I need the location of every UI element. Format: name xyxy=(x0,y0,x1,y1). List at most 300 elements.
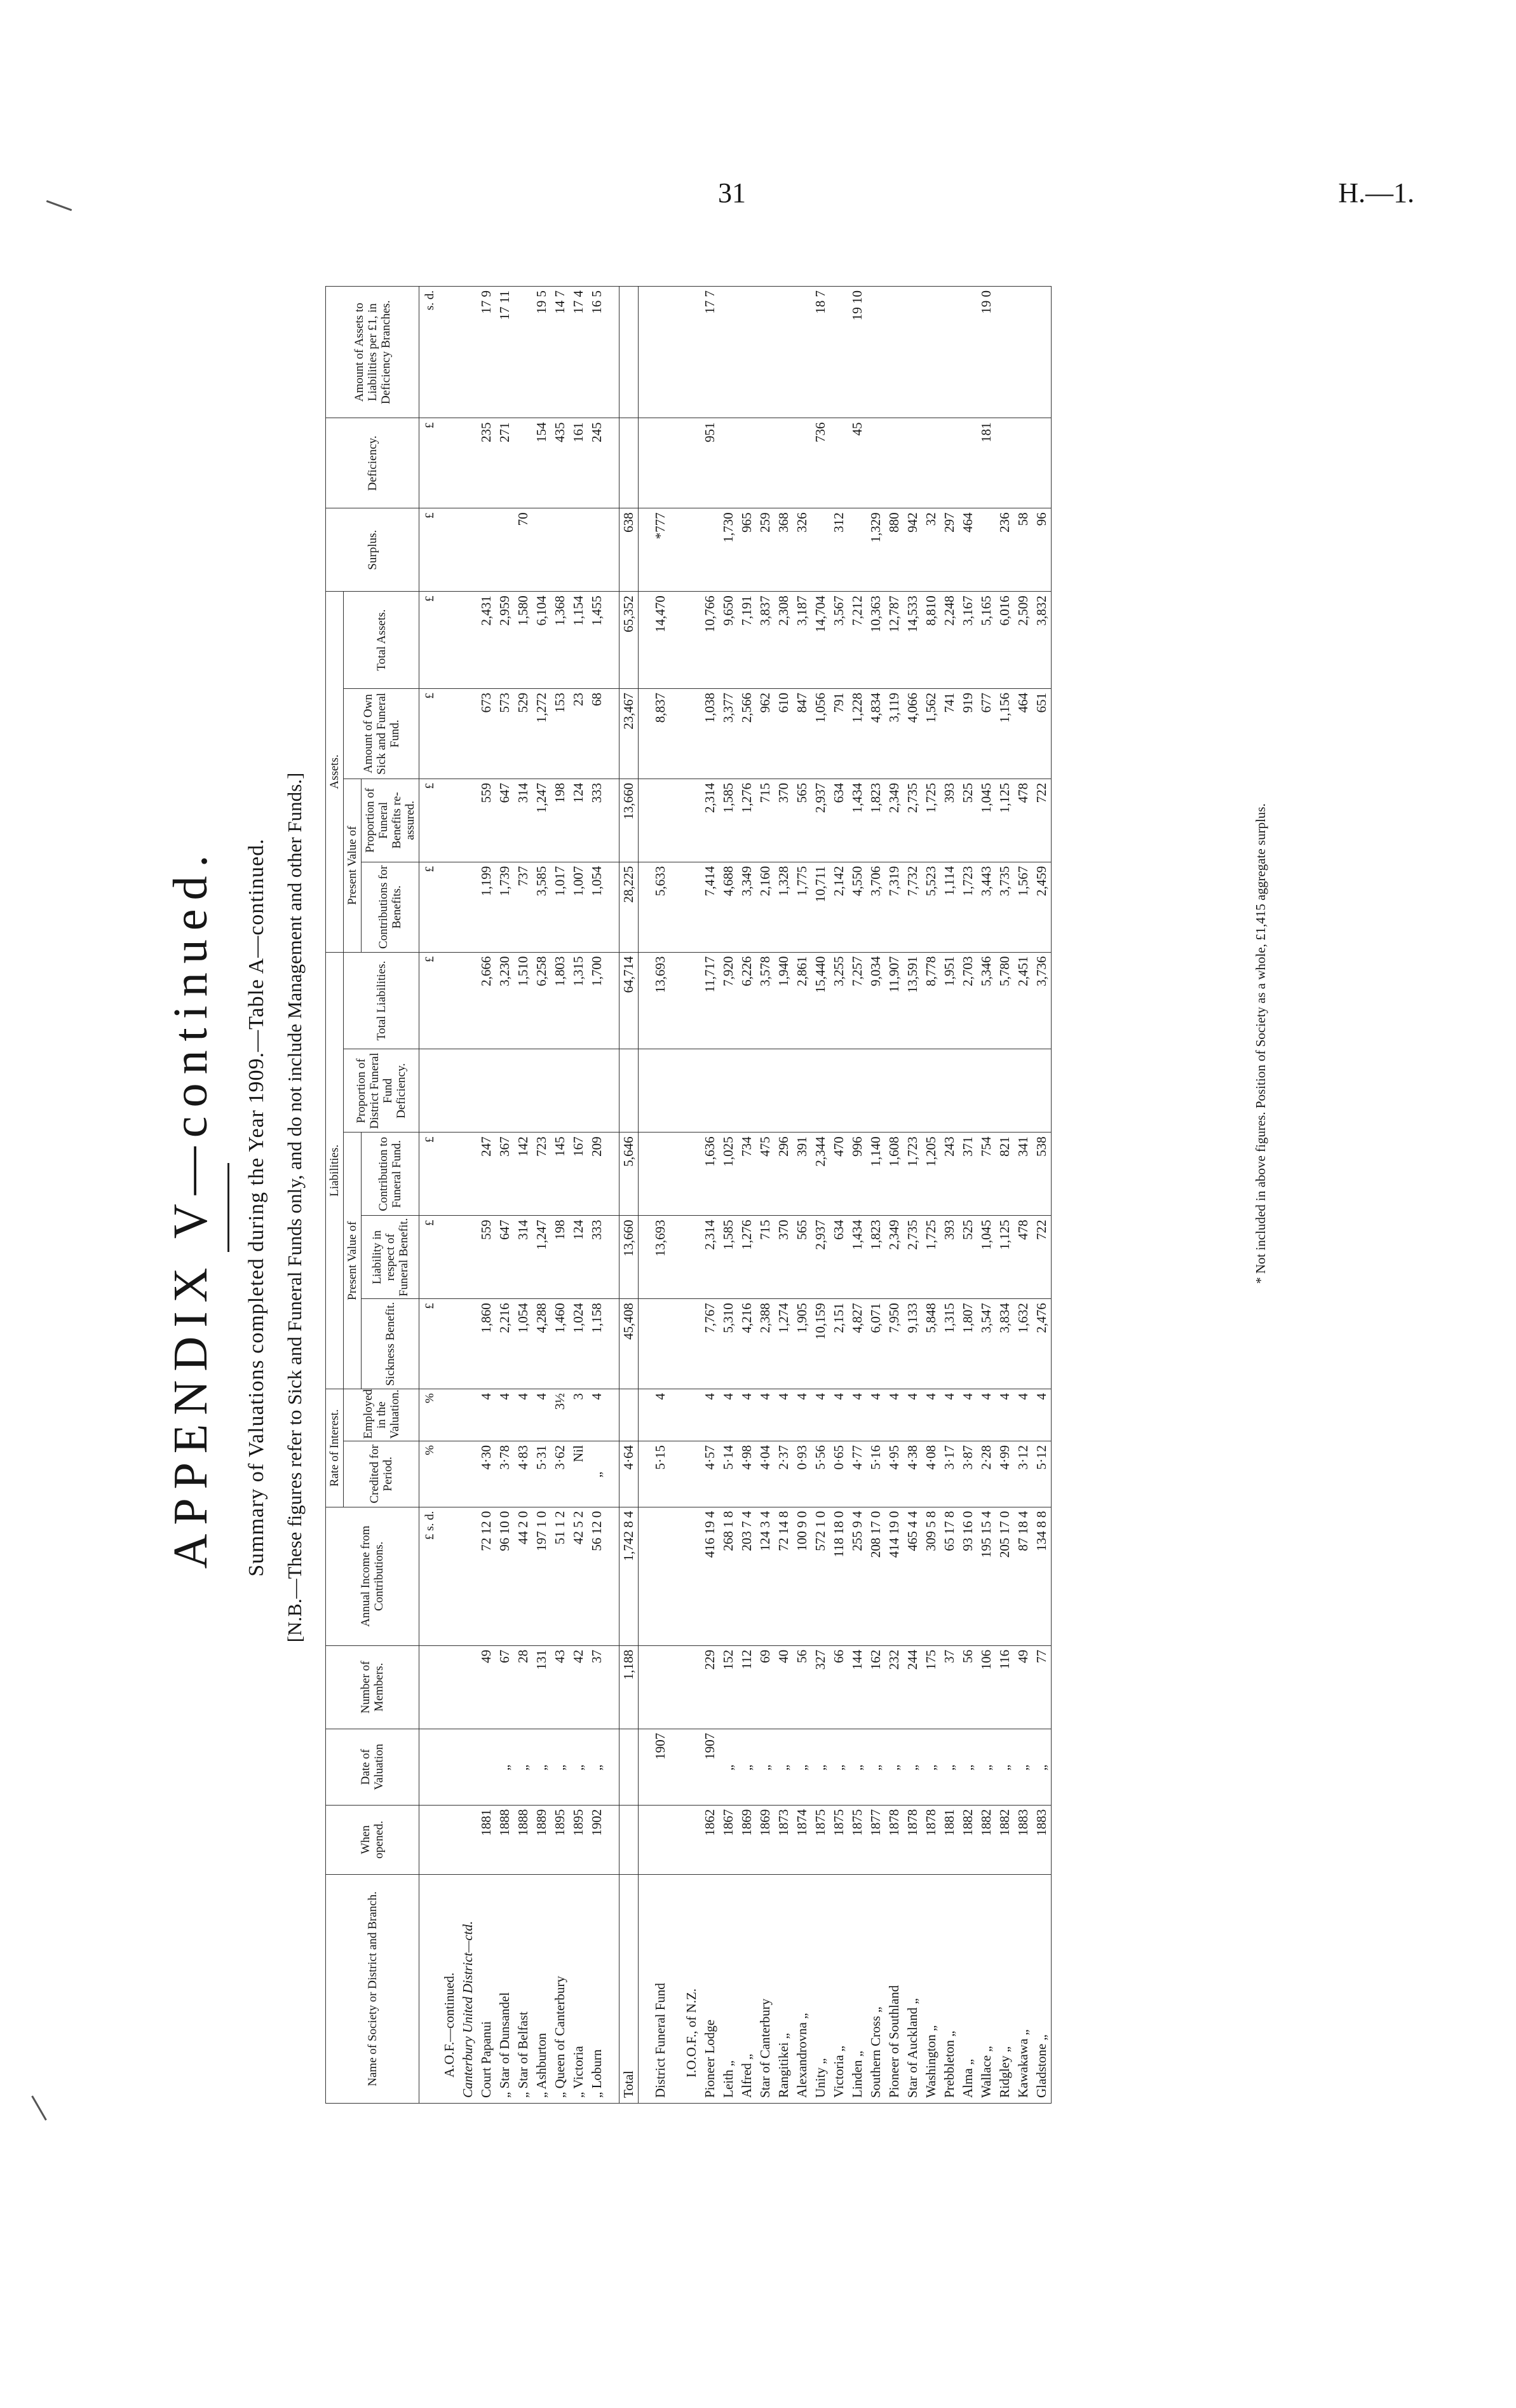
table-cell: 741 xyxy=(940,689,959,779)
table-cell: 14 7 xyxy=(551,287,569,418)
table-cell xyxy=(651,1805,670,1874)
table-cell: 72 12 0 xyxy=(477,1507,496,1645)
table-cell xyxy=(619,1049,639,1133)
table-cell: 5·31 xyxy=(532,1441,551,1507)
table-cell: 1,585 xyxy=(719,779,738,862)
table-cell: 368 xyxy=(775,508,793,592)
table-cell: 244 xyxy=(904,1645,922,1729)
table-cell: 5,780 xyxy=(996,952,1014,1049)
table-cell xyxy=(885,287,904,418)
table-cell: 1875 xyxy=(830,1805,848,1874)
total-row xyxy=(619,287,639,2104)
table-cell: „ xyxy=(904,1729,922,1805)
table-cell: 56 12 0 xyxy=(588,1507,606,1645)
table-cell: 10,766 xyxy=(701,592,719,689)
table-cell: 7,319 xyxy=(885,862,904,952)
title-rule xyxy=(227,1163,229,1252)
summary-title: Summary of Valuations completed during the Year 1909.—Table A—continued. xyxy=(245,838,268,1577)
table-cell: 647 xyxy=(496,1216,514,1299)
table-cell: 6,016 xyxy=(996,592,1014,689)
table-cell: 67 xyxy=(496,1645,514,1729)
table-cell: 736 xyxy=(811,418,830,508)
header-surplus: Surplus. xyxy=(326,508,419,592)
table-cell: 3,187 xyxy=(793,592,811,689)
table-cell: 573 xyxy=(496,689,514,779)
table-cell: „ xyxy=(588,1441,606,1507)
section-heading: A.O.F.—continued. xyxy=(440,1874,459,2103)
table-cell: 4,066 xyxy=(904,689,922,779)
table-cell xyxy=(619,287,639,418)
table-cell: 124 xyxy=(569,779,588,862)
header-annual-income: Annual Income from Contributions. xyxy=(326,1507,419,1645)
table-cell: 28 xyxy=(514,1645,532,1729)
header-employed: Employed in the Valuation. xyxy=(344,1389,419,1441)
row-name-cell: „ Star of Belfast xyxy=(514,1874,532,2103)
table-cell xyxy=(701,1049,719,1133)
table-cell: 7,212 xyxy=(848,592,867,689)
table-cell: 5·12 xyxy=(1032,1441,1052,1507)
table-row xyxy=(588,287,606,2104)
table-cell: 3 xyxy=(569,1389,588,1441)
table-cell: 1,860 xyxy=(477,1299,496,1389)
table-cell: 1882 xyxy=(959,1805,977,1874)
header-total-liabilities: Total Liabilities. xyxy=(344,952,419,1049)
table-cell: 4,834 xyxy=(867,689,885,779)
table-cell: 3·87 xyxy=(959,1441,977,1507)
table-cell: 754 xyxy=(977,1133,996,1216)
table-cell: 737 xyxy=(514,862,532,952)
table-cell: 1878 xyxy=(922,1805,940,1874)
row-name-cell: Unity „ xyxy=(811,1874,830,2103)
table-cell: 1,024 xyxy=(569,1299,588,1389)
table-cell: 965 xyxy=(738,508,756,592)
table-cell: 1,730 xyxy=(719,508,738,592)
table-cell: 2,388 xyxy=(756,1299,775,1389)
table-cell: 821 xyxy=(996,1133,1014,1216)
table-cell: 93 16 0 xyxy=(959,1507,977,1645)
table-cell: 2,937 xyxy=(811,1216,830,1299)
table-cell: 43 xyxy=(551,1645,569,1729)
table-cell: 1,315 xyxy=(940,1299,959,1389)
table-cell: 2,566 xyxy=(738,689,756,779)
row-name-cell: Wallace „ xyxy=(977,1874,996,2103)
table-cell: 3,443 xyxy=(977,862,996,952)
row-name-cell: Washington „ xyxy=(922,1874,940,2103)
table-cell: 1895 xyxy=(551,1805,569,1874)
table-cell xyxy=(830,418,848,508)
spacer-row xyxy=(670,287,682,2104)
table-cell: „ xyxy=(496,1729,514,1805)
header-assets-present-value: Present Value of xyxy=(344,779,362,952)
table-cell: 4 xyxy=(738,1389,756,1441)
table-cell: 4 xyxy=(885,1389,904,1441)
table-cell: 333 xyxy=(588,779,606,862)
table-cell: 1,045 xyxy=(977,779,996,862)
page-code: H.—1. xyxy=(1338,177,1414,208)
table-cell: 435 xyxy=(551,418,569,508)
table-cell xyxy=(551,508,569,592)
table-cell: 1,823 xyxy=(867,1216,885,1299)
table-cell: 7,732 xyxy=(904,862,922,952)
unit-cell: £ xyxy=(419,418,441,508)
table-cell: 847 xyxy=(793,689,811,779)
table-cell xyxy=(885,1049,904,1133)
table-cell: 2,459 xyxy=(1032,862,1052,952)
table-cell xyxy=(977,508,996,592)
table-cell: 247 xyxy=(477,1133,496,1216)
table-cell: 634 xyxy=(830,779,848,862)
table-cell: 3,735 xyxy=(996,862,1014,952)
table-cell: 5,646 xyxy=(619,1133,639,1216)
header-deficiency: Deficiency. xyxy=(326,418,419,508)
table-cell: 152 xyxy=(719,1645,738,1729)
table-cell: 1,056 xyxy=(811,689,830,779)
unit-cell: £ xyxy=(419,689,441,779)
table-cell: „ xyxy=(551,1729,569,1805)
table-cell: 17 11 xyxy=(496,287,514,418)
row-name-cell: „ Queen of Canterbury xyxy=(551,1874,569,2103)
table-row xyxy=(1014,287,1032,2104)
table-cell: 11,717 xyxy=(701,952,719,1049)
table-cell: 144 xyxy=(848,1645,867,1729)
table-cell xyxy=(514,418,532,508)
table-cell: 4,688 xyxy=(719,862,738,952)
table-cell: 312 xyxy=(830,508,848,592)
table-cell: 10,363 xyxy=(867,592,885,689)
table-cell: „ xyxy=(996,1729,1014,1805)
table-cell: 1,276 xyxy=(738,1216,756,1299)
table-cell xyxy=(811,1049,830,1133)
table-cell: „ xyxy=(940,1729,959,1805)
unit-cell: s. d. xyxy=(419,287,441,418)
table-cell: 326 xyxy=(793,508,811,592)
table-cell: 4 xyxy=(848,1389,867,1441)
table-cell: 314 xyxy=(514,1216,532,1299)
table-cell: 414 19 0 xyxy=(885,1507,904,1645)
table-cell: 1,272 xyxy=(532,689,551,779)
table-cell: 4 xyxy=(477,1389,496,1441)
header-liab-present-value: Present Value of xyxy=(344,1133,362,1389)
spacer-row xyxy=(606,287,619,2104)
scan-mark xyxy=(46,200,72,211)
table-cell: 4·57 xyxy=(701,1441,719,1507)
table-cell xyxy=(1014,287,1032,418)
table-cell: 1,608 xyxy=(885,1133,904,1216)
table-row xyxy=(756,287,775,2104)
table-cell: 723 xyxy=(532,1133,551,1216)
table-cell: 1873 xyxy=(775,1805,793,1874)
table-cell xyxy=(651,1507,670,1645)
table-cell xyxy=(496,1049,514,1133)
table-cell: 3,377 xyxy=(719,689,738,779)
table-cell: 1,125 xyxy=(996,779,1014,862)
table-cell: 3,585 xyxy=(532,862,551,952)
table-cell: 175 xyxy=(922,1645,940,1729)
row-name-cell: Alexandrovna „ xyxy=(793,1874,811,2103)
table-cell: 1,562 xyxy=(922,689,940,779)
unit-cell: £ xyxy=(419,862,441,952)
table-cell: 296 xyxy=(775,1133,793,1216)
table-cell xyxy=(977,1049,996,1133)
row-name-cell: Gladstone „ xyxy=(1032,1874,1052,2103)
table-cell: „ xyxy=(867,1729,885,1805)
table-cell: 4 xyxy=(1014,1389,1032,1441)
table-cell: 203 7 4 xyxy=(738,1507,756,1645)
table-cell: 11,907 xyxy=(885,952,904,1049)
table-cell: 4 xyxy=(811,1389,830,1441)
table-cell xyxy=(775,1049,793,1133)
rotated-table-sheet xyxy=(159,254,1334,2161)
table-cell: 3,349 xyxy=(738,862,756,952)
table-cell: 1,632 xyxy=(1014,1299,1032,1389)
table-cell: „ xyxy=(569,1729,588,1805)
table-cell: 17 9 xyxy=(477,287,496,418)
table-cell: 8,837 xyxy=(651,689,670,779)
table-cell xyxy=(940,418,959,508)
note: [N.B.—These figures refer to Sick and Funeral Funds only, and do not include Management and other Funds.] xyxy=(283,772,306,1643)
table-cell: 1,460 xyxy=(551,1299,569,1389)
table-cell: 2,349 xyxy=(885,1216,904,1299)
table-cell: 15,440 xyxy=(811,952,830,1049)
table-cell: 4 xyxy=(719,1389,738,1441)
table-cell: 1,803 xyxy=(551,952,569,1049)
table-cell: 87 18 4 xyxy=(1014,1507,1032,1645)
table-cell xyxy=(651,1049,670,1133)
table-cell: 722 xyxy=(1032,779,1052,862)
row-name-cell: Pioneer Lodge xyxy=(701,1874,719,2103)
table-cell: 2,314 xyxy=(701,779,719,862)
table-cell: 1,329 xyxy=(867,508,885,592)
table-cell: „ xyxy=(738,1729,756,1805)
table-cell: 65,352 xyxy=(619,592,639,689)
table-cell: 1875 xyxy=(811,1805,830,1874)
table-cell: 1888 xyxy=(496,1805,514,1874)
table-cell: 45 xyxy=(848,418,867,508)
table-cell: 2,735 xyxy=(904,779,922,862)
table-cell: 162 xyxy=(867,1645,885,1729)
table-cell xyxy=(867,418,885,508)
table-cell: 1,700 xyxy=(588,952,606,1049)
table-cell: 243 xyxy=(940,1133,959,1216)
section-subheading-row xyxy=(459,287,477,2104)
table-cell: 5·15 xyxy=(651,1441,670,1507)
table-row xyxy=(738,287,756,2104)
table-row xyxy=(830,287,848,2104)
table-cell xyxy=(940,287,959,418)
table-cell: 3,567 xyxy=(830,592,848,689)
table-row xyxy=(514,287,532,2104)
table-cell: 161 xyxy=(569,418,588,508)
header-own-sick-funeral: Amount of Own Sick and Funeral Fund. xyxy=(344,689,419,779)
table-cell: 56 xyxy=(959,1645,977,1729)
table-cell xyxy=(651,287,670,418)
table-cell xyxy=(651,418,670,508)
table-cell: 4,216 xyxy=(738,1299,756,1389)
unit-cell xyxy=(419,1874,441,2103)
table-cell xyxy=(619,1729,639,1805)
table-cell: 3,119 xyxy=(885,689,904,779)
table-cell: „ xyxy=(532,1729,551,1805)
table-cell: 1,823 xyxy=(867,779,885,862)
table-cell: 565 xyxy=(793,779,811,862)
unit-cell: % xyxy=(419,1441,441,1507)
table-cell xyxy=(811,508,830,592)
table-cell xyxy=(738,418,756,508)
table-cell xyxy=(830,1049,848,1133)
table-cell: 6,258 xyxy=(532,952,551,1049)
unit-cell: £ xyxy=(419,508,441,592)
table-cell xyxy=(477,1049,496,1133)
table-cell: 209 xyxy=(588,1133,606,1216)
table-cell: 478 xyxy=(1014,1216,1032,1299)
table-cell: 100 9 0 xyxy=(793,1507,811,1645)
table-row xyxy=(532,287,551,2104)
table-cell: 23 xyxy=(569,689,588,779)
table-cell: 37 xyxy=(940,1645,959,1729)
table-cell xyxy=(651,1645,670,1729)
table-cell xyxy=(619,1805,639,1874)
table-cell: 2,509 xyxy=(1014,592,1032,689)
table-cell: 118 18 0 xyxy=(830,1507,848,1645)
table-cell: 1862 xyxy=(701,1805,719,1874)
table-cell: „ xyxy=(977,1729,996,1805)
table-cell: 529 xyxy=(514,689,532,779)
table-cell: 3·78 xyxy=(496,1441,514,1507)
table-cell: 1,434 xyxy=(848,1216,867,1299)
table-cell: 1,739 xyxy=(496,862,514,952)
table-cell: 1888 xyxy=(514,1805,532,1874)
table-cell: 153 xyxy=(551,689,569,779)
table-cell xyxy=(588,508,606,592)
table-cell: 327 xyxy=(811,1645,830,1729)
table-row xyxy=(867,287,885,2104)
row-name-cell: Total xyxy=(619,1874,639,2103)
table-cell: 0·93 xyxy=(793,1441,811,1507)
table-cell: 4·38 xyxy=(904,1441,922,1507)
table-cell: 4 xyxy=(867,1389,885,1441)
table-cell: 13,660 xyxy=(619,779,639,862)
table-cell: 268 1 8 xyxy=(719,1507,738,1645)
table-row xyxy=(496,287,514,2104)
table-cell: 4·77 xyxy=(848,1441,867,1507)
table-cell: 255 9 4 xyxy=(848,1507,867,1645)
table-cell: 154 xyxy=(532,418,551,508)
table-cell: 112 xyxy=(738,1645,756,1729)
table-row xyxy=(977,287,996,2104)
table-cell xyxy=(532,1049,551,1133)
table-cell xyxy=(756,1049,775,1133)
table-cell: 1874 xyxy=(793,1805,811,1874)
table-cell xyxy=(719,287,738,418)
table-cell: 1,807 xyxy=(959,1299,977,1389)
table-cell: „ xyxy=(922,1729,940,1805)
table-cell xyxy=(922,1049,940,1133)
table-row xyxy=(775,287,793,2104)
table-cell xyxy=(477,508,496,592)
table-cell: 4,550 xyxy=(848,862,867,952)
table-cell: 3,255 xyxy=(830,952,848,1049)
table-cell: 1,007 xyxy=(569,862,588,952)
table-cell: 4 xyxy=(701,1389,719,1441)
table-cell: 4 xyxy=(1032,1389,1052,1441)
table-cell: 7,767 xyxy=(701,1299,719,1389)
row-name-cell: Star of Auckland „ xyxy=(904,1874,922,2103)
table-cell: 1881 xyxy=(477,1805,496,1874)
table-cell: „ xyxy=(830,1729,848,1805)
table-cell: „ xyxy=(1014,1729,1032,1805)
table-cell: 1,025 xyxy=(719,1133,738,1216)
table-cell: 28,225 xyxy=(619,862,639,952)
table-cell: 880 xyxy=(885,508,904,592)
table-cell: 134 8 8 xyxy=(1032,1507,1052,1645)
table-row xyxy=(793,287,811,2104)
table-cell: 2,216 xyxy=(496,1299,514,1389)
table-cell xyxy=(922,418,940,508)
table-cell: 478 xyxy=(1014,779,1032,862)
table-cell: 996 xyxy=(848,1133,867,1216)
table-cell: 722 xyxy=(1032,1216,1052,1299)
table-cell: 116 xyxy=(996,1645,1014,1729)
table-cell: 66 xyxy=(830,1645,848,1729)
table-cell: „ xyxy=(959,1729,977,1805)
header-proportion-district: Proportion of District Funeral Fund Deficiency. xyxy=(344,1049,419,1133)
table-cell: 1875 xyxy=(848,1805,867,1874)
table-cell xyxy=(651,779,670,862)
table-cell xyxy=(532,508,551,592)
table-cell: 42 5 2 xyxy=(569,1507,588,1645)
table-cell xyxy=(701,508,719,592)
table-cell: 5·16 xyxy=(867,1441,885,1507)
unit-cell: £ xyxy=(419,1299,441,1389)
table-cell: 72 14 8 xyxy=(775,1507,793,1645)
table-cell: 2·37 xyxy=(775,1441,793,1507)
table-cell: 2,451 xyxy=(1014,952,1032,1049)
header-date-of-valuation: Date of Valuation xyxy=(326,1729,419,1805)
unit-cell: £ xyxy=(419,779,441,862)
table-cell: 333 xyxy=(588,1216,606,1299)
table-cell xyxy=(793,1049,811,1133)
table-cell: 37 xyxy=(588,1645,606,1729)
unit-cell: £ s. d. xyxy=(419,1507,441,1645)
unit-cell: £ xyxy=(419,952,441,1049)
table-cell: 2,308 xyxy=(775,592,793,689)
table-cell: 3,578 xyxy=(756,952,775,1049)
header-credited: Credited for Period. xyxy=(344,1441,419,1507)
table-cell: 1,580 xyxy=(514,592,532,689)
row-name-cell: Rangitikei „ xyxy=(775,1874,793,2103)
table-cell: 610 xyxy=(775,689,793,779)
table-row xyxy=(569,287,588,2104)
table-cell: „ xyxy=(793,1729,811,1805)
table-cell xyxy=(867,287,885,418)
table-cell: 1,154 xyxy=(569,592,588,689)
table-cell: 1,017 xyxy=(551,862,569,952)
table-cell: 205 17 0 xyxy=(996,1507,1014,1645)
table-cell: 195 15 4 xyxy=(977,1507,996,1645)
table-cell: 5,523 xyxy=(922,862,940,952)
row-name-cell: „ Star of Dunsandel xyxy=(496,1874,514,2103)
table-cell: 167 xyxy=(569,1133,588,1216)
table-cell: 1,054 xyxy=(514,1299,532,1389)
table-cell: 919 xyxy=(959,689,977,779)
table-cell: 962 xyxy=(756,689,775,779)
unit-cell xyxy=(419,1805,441,1874)
table-cell xyxy=(496,508,514,592)
table-cell: 715 xyxy=(756,1216,775,1299)
table-cell: 1,247 xyxy=(532,1216,551,1299)
table-cell xyxy=(830,287,848,418)
table-row xyxy=(551,287,569,2104)
